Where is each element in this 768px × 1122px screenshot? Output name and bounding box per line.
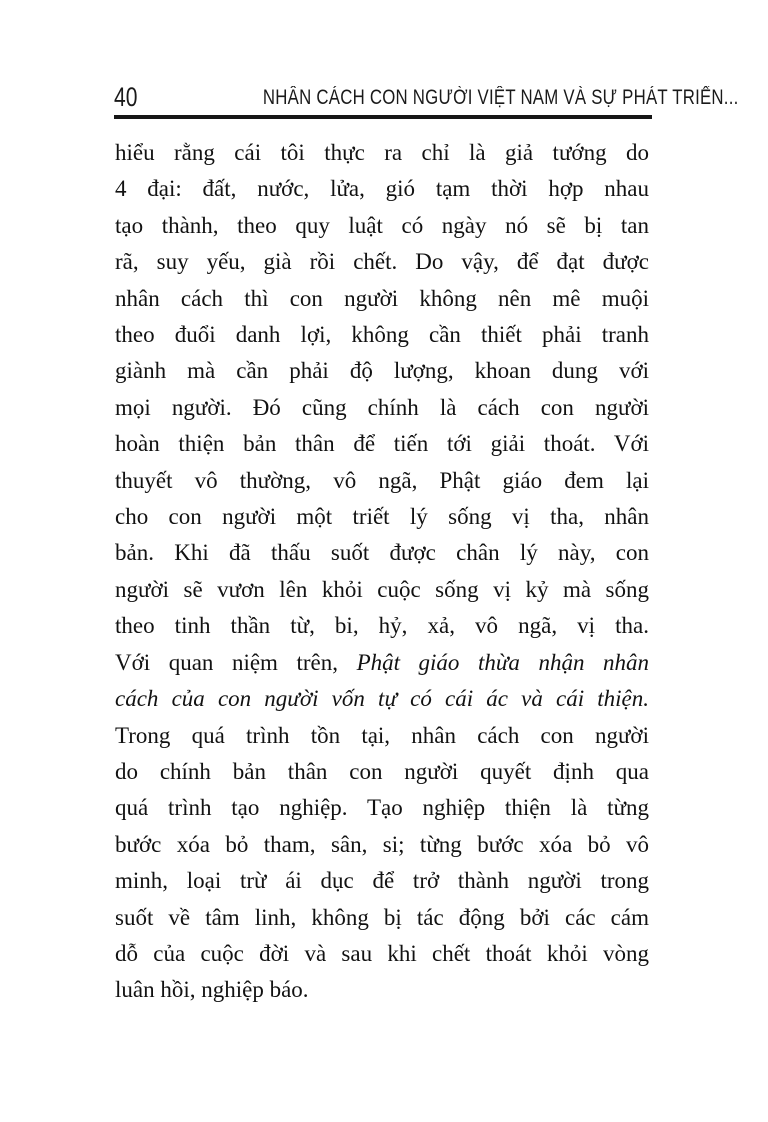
text-segment: theo đuổi danh lợi, không cần thiết phải tranh [115,322,649,348]
text-line [115,463,649,499]
text-line [115,317,649,353]
text-line [115,863,649,899]
text-line [115,718,649,754]
text-segment: nhân cách thì con người không nên mê muội [115,285,649,311]
text-line [115,426,649,462]
header-rule [114,115,652,119]
text-segment: Trong quá trình tồn tại, nhân cách con người [115,722,649,748]
text-line [115,535,649,571]
running-header-title: NHÂN CÁCH CON NGƯỜI VIỆT NAM VÀ SỰ PHÁT TRIỂN... [262,86,739,109]
text-segment: mọi người. Đó cũng chính là cách con người [115,394,649,420]
text-line [115,972,649,1008]
text-line [115,608,649,644]
text-segment: do chính bản thân con người quyết định qua [115,758,649,784]
text-segment: tạo thành, theo quy luật có ngày nó sẽ bị tan [115,212,649,238]
text-line [115,499,649,535]
text-segment: rã, suy yếu, già rồi chết. Do vậy, để đạt được [115,249,649,275]
text-line [115,790,649,826]
text-segment: theo tinh thần từ, bi, hỷ, xả, vô ngã, vị tha. [115,613,649,639]
text-segment: cho con người một triết lý sống vị tha, nhân [115,504,649,530]
text-line [115,135,649,171]
text-segment: bước xóa bỏ tham, sân, si; từng bước xóa bỏ vô [115,831,649,857]
text-segment: suốt về tâm linh, không bị tác động bởi các cám [115,904,649,930]
text-segment: thuyết vô thường, vô ngã, Phật giáo đem lại [115,467,649,493]
text-segment: hoàn thiện bản thân để tiến tới giải thoát. Với [115,431,649,457]
text-segment: Với quan niệm trên, [115,649,357,675]
text-line [115,900,649,936]
italic-text-segment: Phật giáo thừa nhận nhân [356,649,650,675]
text-segment: dỗ của cuộc đời và sau khi chết thoát khỏi vòng [115,940,649,966]
text-line [115,754,649,790]
text-segment: 4 đại: đất, nước, lửa, gió tạm thời hợp nhau [115,176,649,202]
text-line [115,244,649,280]
text-line [115,208,649,244]
italic-text-segment: cách của con người vốn tự có cái ác và cái thiện. [115,686,649,712]
text-line [115,936,649,972]
text-line [115,281,649,317]
text-segment: quá trình tạo nghiệp. Tạo nghiệp thiện là từng [115,795,649,821]
body-text [115,135,649,1009]
text-segment: luân hồi, nghiệp báo. [115,977,309,1003]
text-line [115,827,649,863]
text-line [115,171,649,207]
page-number: 40 [114,82,138,112]
page-header [114,82,739,112]
text-line [115,572,649,608]
text-segment: hiểu rằng cái tôi thực ra chỉ là giả tướng do [115,140,649,165]
text-line [115,645,649,681]
text-segment: minh, loại trừ ái dục để trở thành người trong [115,868,649,894]
text-segment: giành mà cần phải độ lượng, khoan dung với [115,358,649,384]
text-line [115,353,649,389]
text-line [115,681,649,717]
text-segment: người sẽ vươn lên khỏi cuộc sống vị kỷ mà sống [115,576,649,602]
text-segment: bản. Khi đã thấu suốt được chân lý này, con [115,540,649,566]
text-line [115,390,649,426]
